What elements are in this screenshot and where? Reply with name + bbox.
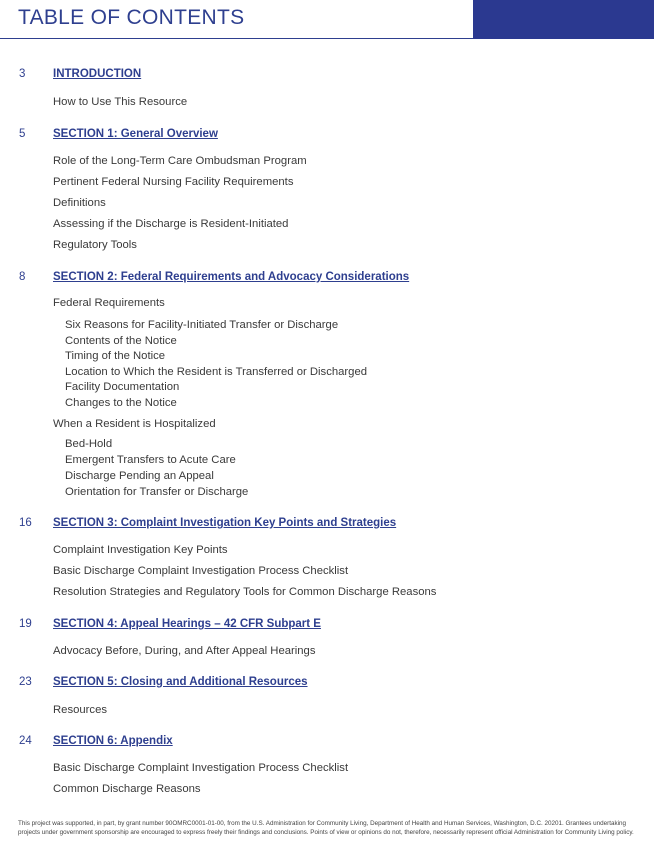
toc-subitem: Orientation for Transfer or Discharge — [65, 486, 249, 498]
toc-item: Role of the Long-Term Care Ombudsman Program — [53, 155, 307, 167]
toc-subitem: Six Reasons for Facility-Initiated Transfer or Discharge — [65, 319, 339, 331]
toc-item: Complaint Investigation Key Points — [53, 544, 228, 556]
toc-item: Definitions — [53, 197, 106, 209]
toc-subitem: Contents of the Notice — [65, 335, 177, 347]
page-number: 3 — [19, 68, 26, 80]
toc-item: Assessing if the Discharge is Resident-Initiated — [53, 218, 289, 230]
toc-subitem: Facility Documentation — [65, 381, 180, 393]
header-color-band — [473, 0, 654, 39]
section-link-3[interactable]: SECTION 3: Complaint Investigation Key Points and Strategies — [53, 517, 397, 529]
toc-subitem: Changes to the Notice — [65, 397, 177, 409]
toc-item: Resources — [53, 704, 107, 716]
toc-item: Resolution Strategies and Regulatory Tools for Common Discharge Reasons — [53, 586, 437, 598]
section-link-2[interactable]: SECTION 2: Federal Requirements and Advocacy Considerations — [53, 271, 410, 283]
toc-item: How to Use This Resource — [53, 96, 188, 108]
toc-group-label: Federal Requirements — [53, 297, 165, 309]
toc-subitem: Location to Which the Resident is Transferred or Discharged — [65, 366, 368, 378]
toc-subitem: Discharge Pending an Appeal — [65, 470, 214, 482]
section-link-6[interactable]: SECTION 6: Appendix — [53, 735, 173, 747]
page-number: 5 — [19, 128, 26, 140]
page-title: TABLE OF CONTENTS — [18, 6, 245, 29]
toc-item: Advocacy Before, During, and After Appeal Hearings — [53, 645, 316, 657]
toc-item: Common Discharge Reasons — [53, 783, 201, 795]
page-number: 23 — [19, 676, 32, 688]
page-number: 8 — [19, 271, 26, 283]
page-number: 19 — [19, 618, 32, 630]
section-link-1[interactable]: SECTION 1: General Overview — [53, 128, 218, 140]
toc-subitem: Emergent Transfers to Acute Care — [65, 454, 236, 466]
toc-subitem: Timing of the Notice — [65, 350, 166, 362]
funding-disclaimer: This project was supported, in part, by grant number 90OMRC0001-01-00, from the U.S. Administration for Community Living, Department of Health and Human Services, Washington, D.C. 20201. Grantees undertaking projects under government sponsorship are encouraged to express freely their findings and conclusions. Points of view or opinions do not, therefore, necessarily represent official Administration for Community Living policy. — [18, 820, 634, 836]
section-link-4[interactable]: SECTION 4: Appeal Hearings – 42 CFR Subpart E — [53, 618, 321, 630]
header — [0, 0, 654, 40]
toc-item: Basic Discharge Complaint Investigation Process Checklist — [53, 762, 349, 774]
toc-group-label: When a Resident is Hospitalized — [53, 418, 216, 430]
toc-item: Pertinent Federal Nursing Facility Requirements — [53, 176, 294, 188]
header-rule — [0, 38, 473, 39]
page-number: 16 — [19, 517, 32, 529]
section-link-5[interactable]: SECTION 5: Closing and Additional Resources — [53, 676, 308, 688]
toc-subitem: Bed-Hold — [65, 438, 113, 450]
toc-item: Regulatory Tools — [53, 239, 137, 251]
page-number: 24 — [19, 735, 32, 747]
toc-item: Basic Discharge Complaint Investigation Process Checklist — [53, 565, 349, 577]
section-link-introduction[interactable]: INTRODUCTION — [53, 68, 142, 80]
